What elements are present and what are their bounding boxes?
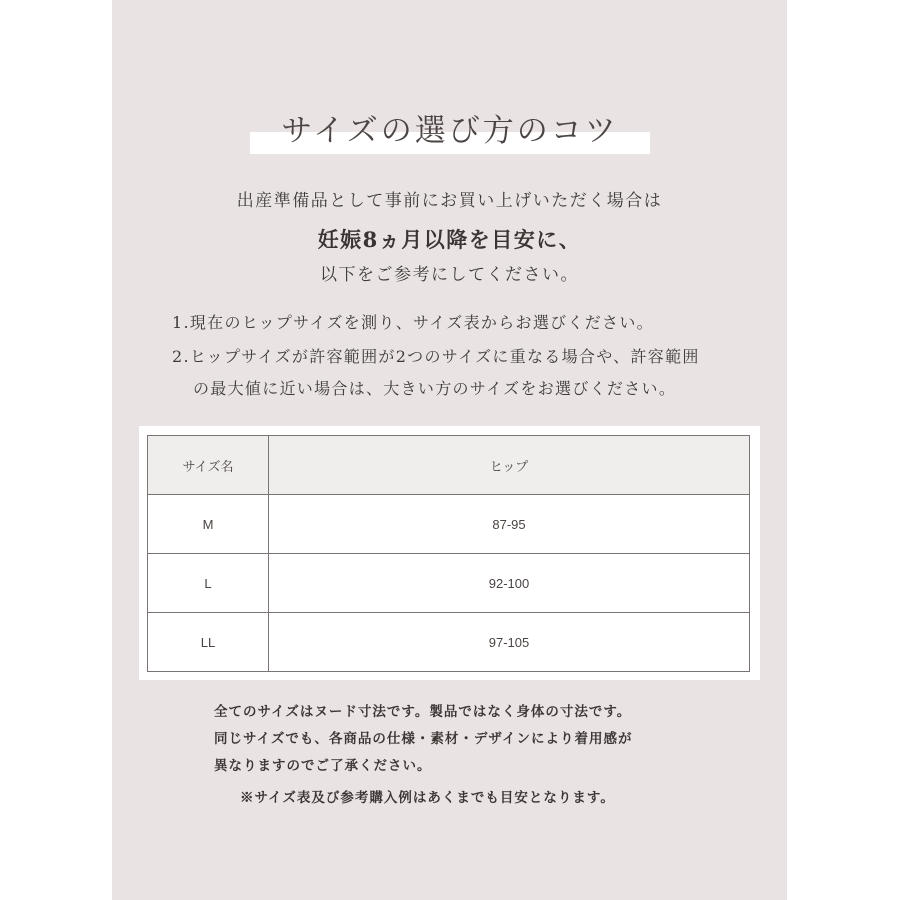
title-block bbox=[250, 106, 650, 156]
header-hip: ヒップ bbox=[269, 436, 750, 495]
size-cell: LL bbox=[148, 613, 269, 672]
table-row bbox=[148, 613, 750, 672]
rule-2: 2.ヒップサイズが許容範囲が2つのサイズに重なる場合や、許容範囲 bbox=[172, 347, 700, 366]
header-size-name: サイズ名 bbox=[148, 436, 269, 495]
hip-cell: 87-95 bbox=[269, 495, 750, 554]
size-cell: L bbox=[148, 554, 269, 613]
intro-line-1: 出産準備品として事前にお買い上げいただく場合は bbox=[236, 191, 663, 211]
note-2: 同じサイズでも、各商品の仕様・素材・デザインにより着用感が bbox=[214, 731, 633, 747]
note-disclaimer: ※サイズ表及び参考購入例はあくまでも目安となります。 bbox=[240, 790, 615, 806]
table-row bbox=[148, 554, 750, 613]
rule-2-continued: の最大値に近い場合は、大きい方のサイズをお選びください。 bbox=[193, 379, 677, 398]
page-title: サイズの選び方のコツ bbox=[281, 113, 619, 149]
hip-cell: 97-105 bbox=[269, 613, 750, 672]
hip-cell: 92-100 bbox=[269, 554, 750, 613]
table-header-row bbox=[148, 436, 750, 495]
size-cell: M bbox=[148, 495, 269, 554]
size-table bbox=[147, 435, 750, 672]
intro-line-2: 妊娠8ヵ月以降を目安に、 bbox=[317, 227, 582, 252]
rule-1: 1.現在のヒップサイズを測り、サイズ表からお選びください。 bbox=[172, 313, 654, 332]
note-1: 全てのサイズはヌード寸法です。製品ではなく身体の寸法です。 bbox=[214, 704, 632, 720]
intro-line-3: 以下をご参考にしてください。 bbox=[320, 265, 579, 285]
note-3: 異なりますのでご了承ください。 bbox=[214, 758, 432, 774]
table-row bbox=[148, 495, 750, 554]
